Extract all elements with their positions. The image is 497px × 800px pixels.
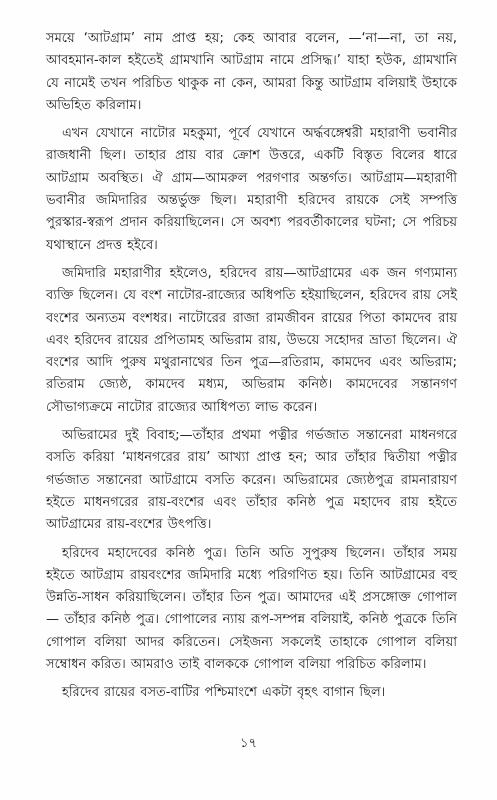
paragraph-5: হরিদেব মহাদেবের কনিষ্ঠ পুত্র। তিনি অতি সুপুরুষ ছিলেন। তাঁহার সময় হইতে আটগ্রাম রায়বংশের জমিদারি মধ্যে পরিগণিত হয়। তিনি আটগ্রামের বহু উন্নতি-সাধন করিয়াছিলেন। তাঁহার তিন পুত্র। আমাদের এই প্রসঙ্গোক্ত গোপাল— তাঁহার কনিষ্ঠ পুত্র। গোপালের ন্যায় রূপ-সম্পন্ন বলিয়াই, কনিষ্ঠ পুত্রকে তিনি গোপাল বলিয়া আদর করিতেন। সেইজন্য সকলেই তাহাকে গোপাল বলিয়া সম্বোধন করিত। আমরাও তাই বালককে গোপাল বলিয়া পরিচিত করিলাম। (46, 545, 457, 673)
paragraph-4: অভিরামের দুই বিবাহ;—তাঁহার প্রথমা পত্নীর গর্ভজাত সন্তানেরা মাধনগরে বসতি করিয়া ‘মাধনগরের রায়’ আখ্যা প্রাপ্ত হন; আর তাঁহার দ্বিতীয়া পত্নীর গর্ভজাত সন্তানেরা আটগ্রামে বসতি করেন। অভিরামের জ্যেষ্ঠপুত্র রামনারায়ণ হইতে মাধনগরের রায়-বংশের এবং তাঁহার কনিষ্ঠ পুত্র মহাদেব রায় হইতে আটগ্রামের রায়-বংশের উৎপত্তি। (46, 428, 457, 533)
paragraph-1: সময়ে ‘আটগ্রাম’ নাম প্রাপ্ত হয়; কেহ আবার বলেন, —‘না—না, তা নয়, আবহমান-কাল হইতেই গ্রামখানি আটগ্রাম নামে প্রসিদ্ধ।’ যাহা হউক, গ্রামখানি যে নামেই তখন পরিচিত থাকুক না কেন, আমরা কিন্তু আটগ্রাম বলিয়াই উহাকে অভিহিত করিলাম। (46, 31, 457, 113)
paragraph-6: হরিদেব রায়ের বসত-বাটির পশ্চিমাংশে একটা বৃহৎ বাগান ছিল। (62, 685, 386, 701)
paragraph-3: জমিদারি মহারাণীর হইলেও, হরিদেব রায়—আটগ্রামের এক জন গণ্যমান্য ব্যক্তি ছিলেন। যে বংশ নাটোর-রাজ্যের অধিপতি হইয়াছিলেন, হরিদেব রায় সেই বংশের অন্যতম বংশধর। নাটোরের রাজা রামজীবন রায়ের পিতা কামদেব রায় এবং হরিদেব রায়ের প্রপিতামহ অভিরাম রায়, উভয়ে সহোদর ভ্রাতা ছিলেন। ঐ বংশের আদি পুরুষ মথুরানাথের তিন পুত্র—রতিরাম, কামদেব এবং অভিরাম; রতিরাম জ্যেষ্ঠ, কামদেব মধ্যম, অভিরাম কনিষ্ঠ। কামদেবের সন্তানগণ সৌভাগ্যক্রমে নাটোর রাজ্যের আধিপত্য লাভ করেন। (46, 265, 457, 415)
page-number: ১৭ (240, 736, 257, 751)
paragraph-2: এখন যেখানে নাটোর মহকুমা, পূর্বে যেখানে অর্দ্ধবঙ্গেশ্বরী মহারাণী ভবানীর রাজধানী ছিল। তাহার প্রায় বার ক্রোশ উত্তরে, একটি বিস্তৃত বিলের ধারে আটগ্রাম অবস্থিত। ঐ গ্রাম—আমরুল পরগণার অন্তর্গত। আটগ্রাম—মহারাণী ভবানীর জমিদারির অন্তর্ভুক্ত ছিল। মহারাণী হরিদেব রায়কে সেই সম্পত্তি পুরস্কার-স্বরূপ প্রদান করিয়াছিলেন। সে অবশ্য পরবর্তীকালের ঘটনা; সে পরিচয় যথাস্থানে প্রদত্ত হইবে। (46, 126, 457, 253)
